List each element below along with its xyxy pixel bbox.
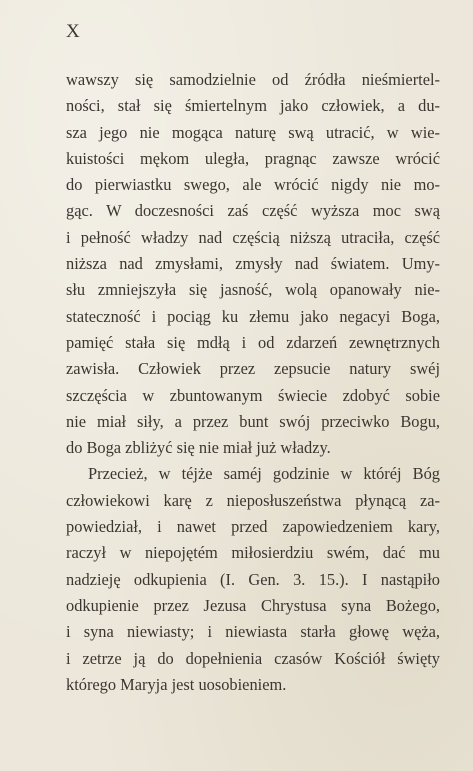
- text-line: raczył w niepojętém miłosierdziu swém, dać mu: [66, 543, 440, 563]
- text-line: odkupienie przez Jezusa Chrystusa syna Bożego,: [66, 595, 440, 615]
- text-line: słu zmniejszyła się jasność, wolą opanowały nie-: [66, 280, 440, 300]
- text-line: ności, stał się śmiertelnym jako człowiek, a du-: [66, 96, 440, 116]
- body-text: [66, 67, 440, 698]
- text-line: Przecież, w téjże saméj godzinie w któréj Bóg: [88, 464, 440, 484]
- text-line: i pełność władzy nad częścią niższą utraciła, część: [66, 227, 440, 247]
- text-line: powiedział, i nawet przed zapowiedzeniem kary,: [66, 517, 440, 537]
- page-number: X: [66, 21, 81, 42]
- text-line: sza jego nie mogąca naturę swą utracić, w wie-: [66, 122, 440, 142]
- text-line: wawszy się samodzielnie od źródła nieśmiertel-: [66, 70, 440, 89]
- text-line: pamięć stała się mdłą i od zdarzeń zewnętrznych: [66, 332, 440, 352]
- text-line: szczęścia w zbuntowanym świecie zdobyć sobie: [66, 385, 440, 405]
- text-line: człowiekowi karę z nieposłuszeństwa płynącą za-: [66, 490, 440, 510]
- text-line: nie miał siły, a przez bunt swój przeciwko Bogu,: [66, 411, 440, 431]
- text-line: stateczność i pociąg ku złemu jako negacyi Boga,: [66, 306, 440, 326]
- text-line: do Boga zbliżyć się nie miał już władzy.: [66, 438, 331, 458]
- text-line: i syna niewiasty; i niewiasta starła głowę węża,: [66, 622, 440, 642]
- text-line: gąc. W doczesności zaś część wyższa moc swą: [66, 201, 440, 221]
- text-line: niższa nad zmysłami, zmysły nad światem. Umy-: [66, 254, 440, 274]
- text-line: którego Maryja jest uosobieniem.: [66, 674, 287, 694]
- text-line: i zetrze ją do dopełnienia czasów Kościół święty: [66, 648, 440, 668]
- text-line: kuistości mękom uległa, pragnąc zawsze wrócić: [66, 148, 440, 168]
- text-line: do pierwiastku swego, ale wrócić nigdy nie mo-: [66, 175, 440, 195]
- text-line: nadzieję odkupienia (I. Gen. 3. 15.). I nastąpiło: [66, 569, 440, 589]
- text-line: zawisła. Człowiek przez zepsucie natury swéj: [66, 359, 440, 379]
